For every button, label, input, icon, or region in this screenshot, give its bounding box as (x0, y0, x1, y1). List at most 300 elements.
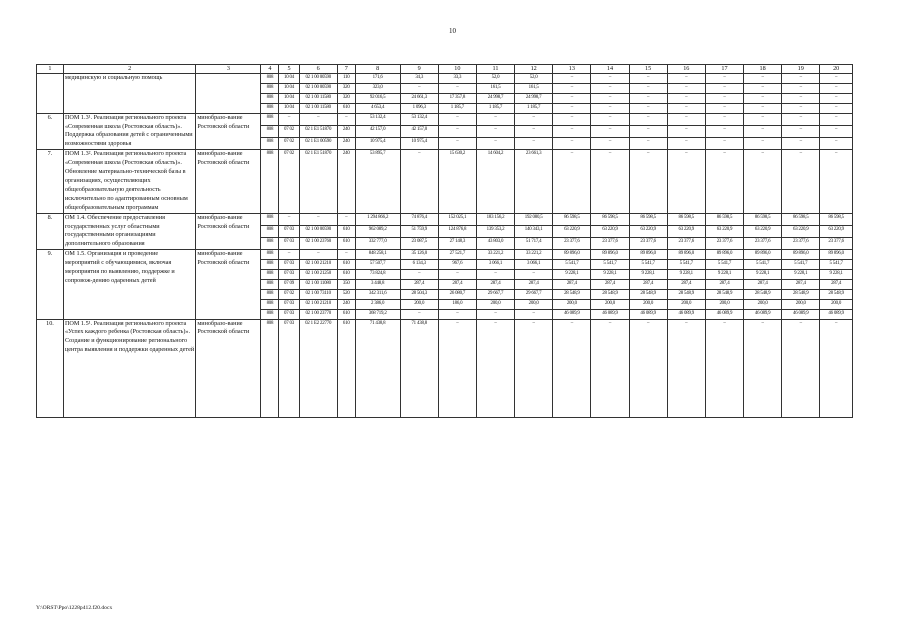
table-row (37, 319, 853, 417)
table-cell: 02 1 00 21210 (299, 260, 337, 270)
table-row (37, 250, 853, 260)
table-cell: – (515, 309, 553, 319)
table-cell: 808 (261, 238, 279, 250)
table-cell: – (782, 125, 820, 137)
table-cell: 967,6 (438, 260, 476, 270)
table-cell: 5 541,7 (782, 260, 820, 270)
table-cell: 02 1 00 23770 (299, 309, 337, 319)
table-cell: – (705, 83, 743, 93)
event-name: ПОМ 1.3¹. Реализация регионального проекта «Современная школа (Ростовская область)». Поддержка образования детей с ограниченными возможностями здоровья (63, 113, 195, 150)
table-cell: 27 148,3 (438, 238, 476, 250)
table-cell: 52,0 (515, 74, 553, 84)
table-cell: 4 653,4 (355, 103, 400, 113)
table-cell: 200,0 (744, 299, 782, 309)
table-cell: 610 (337, 238, 355, 250)
table-cell: 161,5 (476, 83, 514, 93)
table-cell: 28 548,9 (744, 289, 782, 299)
table-row (37, 113, 853, 125)
table-cell: 808 (261, 299, 279, 309)
table-cell: – (744, 113, 782, 125)
table-cell: 02 1 E1 51870 (299, 125, 337, 137)
table-cell: 51 759,9 (400, 225, 438, 237)
table-cell: 200,0 (476, 299, 514, 309)
table-cell: 9 228,1 (553, 270, 591, 280)
executor: минобразо-вание Ростовской области (196, 213, 261, 250)
table-cell: 5 541,7 (553, 260, 591, 270)
table-cell: 1 096,3 (400, 103, 438, 113)
table-cell: – (820, 103, 853, 113)
table-cell: 07 02 (279, 138, 299, 150)
table-cell: – (591, 319, 629, 417)
table-cell: – (705, 125, 743, 137)
column-header: 5 (279, 65, 299, 74)
table-cell: 23 377,6 (591, 238, 629, 250)
table-cell: 24 661,3 (400, 93, 438, 103)
row-number: 6. (37, 113, 64, 150)
table-cell: 2 386,0 (355, 299, 400, 309)
table-cell: 23 377,6 (667, 238, 705, 250)
table-cell: – (438, 309, 476, 319)
table-cell: 186,0 (438, 299, 476, 309)
table-cell: – (744, 93, 782, 103)
table-cell: – (820, 150, 853, 213)
table-cell: – (438, 125, 476, 137)
table-cell: 23 377,6 (629, 238, 667, 250)
column-header: 12 (515, 65, 553, 74)
table-cell: 368 719,2 (355, 309, 400, 319)
table-cell: – (515, 113, 553, 125)
table-cell: – (591, 125, 629, 137)
table-cell: 808 (261, 225, 279, 237)
table-cell: 89 896,0 (820, 250, 853, 260)
table-cell: 46 089,9 (629, 309, 667, 319)
table-cell: 86 598,5 (782, 213, 820, 225)
table-cell: – (476, 309, 514, 319)
table-cell: 808 (261, 138, 279, 150)
table-cell: 89 896,0 (553, 250, 591, 260)
event-name: ПОМ 1.5¹. Реализация регионального проекта «Успех каждого ребенка (Ростовская область)». Создание и функционирование регионального центра выявления и поддержки одаренных детей (63, 319, 195, 417)
column-header: 17 (705, 65, 743, 74)
table-cell: 63 220,9 (744, 225, 782, 237)
table-cell: 5 541,7 (629, 260, 667, 270)
table-cell: 07 02 (279, 125, 299, 137)
table-cell: 02 1 E2 22770 (299, 319, 337, 417)
event-name: ПОМ 1.3². Реализация регионального проекта «Современная школа (Ростовская область)». Обновление материально-технической базы в организациях, осуществляющих общеобразовательную деятельность исключительно по адаптированным основным общеобразовательным программам (63, 150, 195, 213)
table-cell: – (820, 113, 853, 125)
table-cell: 808 (261, 93, 279, 103)
table-cell: 07 03 (279, 225, 299, 237)
table-cell: – (337, 113, 355, 125)
table-cell: 287,4 (705, 279, 743, 289)
table-cell: 52,0 (476, 74, 514, 84)
table-cell: – (553, 103, 591, 113)
table-cell: – (299, 250, 337, 260)
table-cell: 24 998,7 (515, 93, 553, 103)
table-cell: – (400, 309, 438, 319)
table-cell: 35 126,0 (400, 250, 438, 260)
table-cell: 10 04 (279, 74, 299, 84)
table-cell: – (438, 319, 476, 417)
table-cell: – (400, 270, 438, 280)
table-cell: 07 03 (279, 299, 299, 309)
table-cell: – (744, 74, 782, 84)
table-cell: 808 (261, 270, 279, 280)
table-cell: 808 (261, 150, 279, 213)
table-cell: 46 089,9 (782, 309, 820, 319)
table-cell: 14 604,2 (476, 150, 514, 213)
table-cell: – (476, 125, 514, 137)
table-cell: 63 220,9 (667, 225, 705, 237)
table-cell: 02 1 00 00590 (299, 74, 337, 84)
table-cell: – (705, 113, 743, 125)
table-cell: – (591, 103, 629, 113)
table-cell: 07 02 (279, 289, 299, 299)
table-cell: – (438, 138, 476, 150)
table-cell: 287,4 (400, 279, 438, 289)
table-cell: – (744, 150, 782, 213)
table-cell: 02 1 00 73110 (299, 289, 337, 299)
table-cell: – (476, 113, 514, 125)
table-cell: 10 975,4 (400, 138, 438, 150)
table-cell: 63 220,9 (782, 225, 820, 237)
table-cell: 23 377,6 (553, 238, 591, 250)
table-cell: 28 548,9 (705, 289, 743, 299)
table-cell: 240 (337, 150, 355, 213)
table-cell: – (629, 125, 667, 137)
table-cell: 02 1 00 23760 (299, 238, 337, 250)
table-cell: 07 02 (279, 150, 299, 213)
table-cell: 33 221,2 (476, 250, 514, 260)
column-header: 1 (37, 65, 64, 74)
row-number: 9. (37, 250, 64, 319)
table-cell: – (515, 125, 553, 137)
table-cell: 610 (337, 309, 355, 319)
table-cell: 3 448,8 (355, 279, 400, 289)
table-cell: 63 220,9 (553, 225, 591, 237)
table-cell: – (279, 250, 299, 260)
table-cell: – (476, 138, 514, 150)
table-cell: – (591, 83, 629, 93)
table-cell: 287,4 (667, 279, 705, 289)
table-cell: 5 541,7 (705, 260, 743, 270)
table-cell: 02 1 00 00590 (299, 225, 337, 237)
table-cell: 161,5 (515, 83, 553, 93)
row-number (37, 74, 64, 114)
table-cell: 42 157,0 (400, 125, 438, 137)
row-number: 10. (37, 319, 64, 417)
table-cell: 1 185,7 (476, 103, 514, 113)
table-cell: – (553, 83, 591, 93)
table-cell: 808 (261, 213, 279, 225)
table-cell: – (629, 113, 667, 125)
table-cell: – (820, 319, 853, 417)
table-cell: – (744, 83, 782, 93)
table-cell: 29 667,7 (476, 289, 514, 299)
column-header: 18 (744, 65, 782, 74)
table-cell: 610 (337, 225, 355, 237)
table-cell: 86 598,5 (820, 213, 853, 225)
table-cell: 240 (337, 125, 355, 137)
table-cell: – (629, 319, 667, 417)
table-cell: 63 220,9 (591, 225, 629, 237)
table-cell: – (667, 125, 705, 137)
table-cell: 07 03 (279, 260, 299, 270)
table-cell: 287,4 (820, 279, 853, 289)
table-cell: 34,3 (400, 74, 438, 84)
table-cell: – (820, 138, 853, 150)
table-cell: – (744, 125, 782, 137)
table-cell: 287,4 (476, 279, 514, 289)
table-cell: 808 (261, 83, 279, 93)
table-cell: – (782, 113, 820, 125)
table-cell: 287,4 (515, 279, 553, 289)
table-cell: 28 548,9 (553, 289, 591, 299)
table-cell: 33 221,2 (515, 250, 553, 260)
executor: минобразо-вание Ростовской области (196, 250, 261, 319)
event-name: ОМ 1.4. Обеспечение предоставления государственных услуг областными государственными организациями дополнительного образования (63, 213, 195, 250)
table-cell: – (782, 103, 820, 113)
table-cell: 5 541,7 (667, 260, 705, 270)
table-cell: – (438, 270, 476, 280)
table-cell: – (629, 74, 667, 84)
table-cell: 86 598,5 (629, 213, 667, 225)
table-cell: – (553, 113, 591, 125)
table-cell: – (337, 250, 355, 260)
table-cell: – (782, 138, 820, 150)
table-cell: 110 (337, 74, 355, 84)
table-cell: 46 089,9 (820, 309, 853, 319)
table-cell: 46 089,9 (744, 309, 782, 319)
table-cell: 808 (261, 260, 279, 270)
table-cell: 27 521,7 (438, 250, 476, 260)
table-cell: 86 598,5 (553, 213, 591, 225)
table-cell: 07 03 (279, 238, 299, 250)
table-cell: 43 803,0 (476, 238, 514, 250)
table-cell: – (438, 113, 476, 125)
table-cell: 89 896,0 (629, 250, 667, 260)
table-cell: – (337, 213, 355, 225)
table-cell: – (667, 319, 705, 417)
table-cell: 200,0 (667, 299, 705, 309)
file-path: Y:\ORST\Ppo\1228p412.f20.docx (36, 605, 113, 611)
table-cell: – (553, 138, 591, 150)
table-cell: 808 (261, 250, 279, 260)
table-cell: – (591, 93, 629, 103)
table-cell: 320 (337, 83, 355, 93)
table-cell: – (705, 93, 743, 103)
table-cell: 53 895,7 (355, 150, 400, 213)
table-cell: 808 (261, 125, 279, 137)
table-cell: – (438, 83, 476, 93)
table-cell: 200,0 (820, 299, 853, 309)
table-cell: 10 04 (279, 83, 299, 93)
table-cell: 610 (337, 270, 355, 280)
executor: минобразо-вание Ростовской области (196, 113, 261, 150)
table-cell: 28 548,9 (629, 289, 667, 299)
table-cell: 10 975,4 (355, 138, 400, 150)
table-cell: 02 1 00 11580 (299, 103, 337, 113)
table-cell: 5 541,7 (591, 260, 629, 270)
table-cell: – (705, 150, 743, 213)
table-cell: 287,4 (591, 279, 629, 289)
column-header: 7 (337, 65, 355, 74)
table-cell: 240 (337, 299, 355, 309)
table-cell: 9 228,1 (591, 270, 629, 280)
table-cell: 28 548,9 (820, 289, 853, 299)
table-cell: 287,4 (553, 279, 591, 289)
table-cell: – (667, 150, 705, 213)
executor (196, 74, 261, 114)
table-cell: 46 089,9 (705, 309, 743, 319)
table-cell: 15 630,2 (438, 150, 476, 213)
table-cell: – (667, 93, 705, 103)
table-cell: 46 089,9 (667, 309, 705, 319)
column-header: 6 (299, 65, 337, 74)
table-cell: 23 377,6 (820, 238, 853, 250)
table-cell: 86 598,5 (705, 213, 743, 225)
table-cell: 200,0 (515, 299, 553, 309)
table-cell: 86 598,5 (744, 213, 782, 225)
table-cell: 02 1 00 11080 (299, 279, 337, 289)
table-cell: 183 156,2 (476, 213, 514, 225)
table-cell: 192 080,5 (515, 213, 553, 225)
table-cell: – (591, 74, 629, 84)
table-cell: 23 377,6 (744, 238, 782, 250)
table-cell: 89 896,0 (744, 250, 782, 260)
executor: минобразо-вание Ростовской области (196, 319, 261, 417)
table-cell: 89 896,0 (782, 250, 820, 260)
table-cell: – (705, 103, 743, 113)
table-cell: 51 717,4 (515, 238, 553, 250)
table-cell: 26 080,7 (438, 289, 476, 299)
table-cell: – (476, 270, 514, 280)
table-cell: 92 016,5 (355, 93, 400, 103)
table-cell: 53 132,4 (355, 113, 400, 125)
table-cell: 10 04 (279, 93, 299, 103)
table-cell: 02 1 00 00590 (299, 83, 337, 93)
column-header: 19 (782, 65, 820, 74)
table-cell: 152 025,1 (438, 213, 476, 225)
table-cell: – (629, 103, 667, 113)
table-cell: 07 03 (279, 309, 299, 319)
table-cell: – (667, 83, 705, 93)
table-cell: – (400, 150, 438, 213)
table-cell: 86 598,5 (667, 213, 705, 225)
row-number: 8. (37, 213, 64, 250)
table-cell: 71 438,8 (400, 319, 438, 417)
table-cell: 42 157,0 (355, 125, 400, 137)
table-cell: – (553, 150, 591, 213)
table-cell: – (553, 319, 591, 417)
table-cell: 63 220,9 (705, 225, 743, 237)
table-cell: 02 1 E1 00590 (299, 138, 337, 150)
column-header: 13 (553, 65, 591, 74)
table-cell: 808 (261, 279, 279, 289)
table-cell: 07 03 (279, 319, 299, 417)
program-table (36, 64, 853, 418)
table-cell: 1 185,7 (515, 103, 553, 113)
table-cell: 07 03 (279, 270, 299, 280)
table-cell: 139 353,2 (476, 225, 514, 237)
table-cell: 10 04 (279, 103, 299, 113)
table-cell: 02 1 E1 51870 (299, 150, 337, 213)
table-cell: 3 066,1 (515, 260, 553, 270)
table-cell: 89 896,0 (667, 250, 705, 260)
table-cell: 24 998,7 (476, 93, 514, 103)
table-cell: 5 541,7 (744, 260, 782, 270)
column-header: 14 (591, 65, 629, 74)
table-cell: 5 541,7 (820, 260, 853, 270)
table-cell: 9 228,1 (820, 270, 853, 280)
table-cell: 124 876,8 (438, 225, 476, 237)
table-cell: – (476, 319, 514, 417)
table-cell: – (820, 74, 853, 84)
table-cell: 287,4 (438, 279, 476, 289)
table-cell: – (744, 319, 782, 417)
table-cell: – (279, 113, 299, 125)
table-cell: – (705, 138, 743, 150)
table-cell: 610 (337, 103, 355, 113)
table-cell: 3 066,1 (476, 260, 514, 270)
table-cell: – (515, 319, 553, 417)
table-cell: 63 220,9 (629, 225, 667, 237)
table-cell: 02 1 00 21210 (299, 299, 337, 309)
table-cell: – (820, 93, 853, 103)
table-cell: 71 438,8 (355, 319, 400, 417)
table-cell: 200,0 (782, 299, 820, 309)
table-cell: – (299, 213, 337, 225)
table-cell: 808 (261, 74, 279, 84)
table-cell: 287,4 (629, 279, 667, 289)
table-cell: 808 (261, 309, 279, 319)
table-cell: 6 134,3 (400, 260, 438, 270)
table-cell: 23 661,3 (515, 150, 553, 213)
table-cell: 9 228,1 (782, 270, 820, 280)
table-cell: 89 896,0 (591, 250, 629, 260)
table-cell: 808 (261, 289, 279, 299)
table-cell: – (591, 150, 629, 213)
table-cell: – (629, 83, 667, 93)
table-cell: – (629, 93, 667, 103)
column-header: 20 (820, 65, 853, 74)
table-cell: 74 876,4 (400, 213, 438, 225)
table-cell: 28 548,9 (782, 289, 820, 299)
table-cell: – (782, 74, 820, 84)
event-name: медицинскую и социальную помощь (63, 74, 195, 114)
table-cell: 28 548,9 (667, 289, 705, 299)
table-cell: – (667, 113, 705, 125)
table-cell: 57 507,7 (355, 260, 400, 270)
table-cell: 07 09 (279, 279, 299, 289)
table-cell: 9 228,1 (744, 270, 782, 280)
column-header: 8 (355, 65, 400, 74)
table-cell: – (591, 138, 629, 150)
table-cell: – (782, 319, 820, 417)
table-cell: 02 1 00 21250 (299, 270, 337, 280)
table-cell: 350 (337, 279, 355, 289)
table-cell: 33,3 (438, 74, 476, 84)
column-header: 4 (261, 65, 279, 74)
table-cell: 140 343,1 (515, 225, 553, 237)
table-cell: – (553, 125, 591, 137)
column-header: 10 (438, 65, 476, 74)
column-header: 3 (196, 65, 261, 74)
table-cell: 171,6 (355, 74, 400, 84)
table-cell: – (515, 138, 553, 150)
table-cell: 1 185,7 (438, 103, 476, 113)
table-cell: – (744, 103, 782, 113)
table-cell: 200,0 (591, 299, 629, 309)
